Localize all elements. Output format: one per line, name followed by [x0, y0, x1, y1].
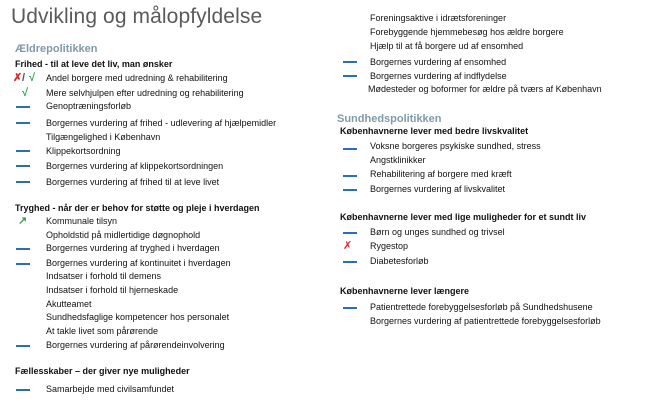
list-item: Rygestop — [370, 241, 409, 251]
x-icon: ✗ — [343, 240, 353, 252]
list-item: Indsatser i forhold til hjerneskade — [46, 285, 179, 295]
list-item: Patientrettede forebyggelsesforløb på Sundhedshusene — [370, 302, 593, 312]
group-heading-tryghed: Tryghed - når der er behov for støtte og pleje i hverdagen — [15, 203, 260, 213]
dash-icon — [16, 181, 30, 183]
check-icon: √ — [29, 72, 36, 84]
list-item: Hjælp til at få borgere ud af ensomhed — [370, 41, 524, 51]
list-item: Mødesteder og boformer for ældre på tværs af København — [368, 84, 602, 94]
list-item: Borgernes vurdering af klippekortsordningen — [46, 161, 224, 171]
dash-icon — [343, 261, 357, 263]
dash-icon — [16, 248, 30, 250]
list-item: At takle livet som pårørende — [46, 326, 159, 336]
list-item: Kommunale tilsyn — [46, 216, 118, 226]
dash-icon — [16, 150, 30, 152]
section-sundhedspolitikken: Sundhedspolitikken — [337, 113, 442, 125]
list-item: Børn og unges sundhed og trivsel — [370, 227, 505, 237]
list-item: Tilgængelighed i København — [46, 132, 161, 142]
list-item: Akutteamet — [46, 299, 92, 309]
list-item: Borgernes vurdering af tryghed i hverdagen — [46, 243, 220, 253]
list-item: Forebyggende hjemmebesøg hos ældre borgere — [370, 27, 564, 37]
list-item: Foreningsaktive i idrætsforeninger — [370, 13, 507, 23]
dash-icon — [16, 345, 30, 347]
list-item: Borgernes vurdering af ensomhed — [370, 57, 507, 67]
list-item: Borgernes vurdering af pårørendeinvolvering — [46, 340, 225, 350]
list-item: Mere selvhjulpen efter udredning og rehabilitering — [46, 88, 244, 98]
list-item: Borgernes vurdering af kontinuitet i hverdagen — [46, 258, 231, 268]
list-item: Borgernes vurdering af frihed - udlevering af hjælpemidler — [46, 118, 277, 128]
dash-icon — [16, 122, 30, 124]
list-item: Rehabilitering af borgere med kræft — [370, 169, 512, 179]
list-item: Indsatser i forhold til demens — [46, 271, 162, 281]
dash-icon — [343, 75, 357, 77]
list-item: Borgernes vurdering af patientrettede forebyggelsesforløb — [370, 316, 601, 326]
section-aeldrepolitikken: Ældrepolitikken — [15, 43, 98, 55]
dash-icon — [343, 175, 357, 177]
dash-icon — [16, 263, 30, 265]
list-item: Andel borgere med udredning & rehabilitering — [46, 73, 228, 83]
list-item: Opholdstid på midlertidige døgnophold — [46, 230, 201, 240]
dash-icon — [16, 389, 30, 391]
dash-icon — [16, 165, 30, 167]
list-item: Sundhedsfaglige kompetencer hos personalet — [46, 312, 230, 322]
list-item: Klippekortsordning — [46, 146, 121, 156]
list-item: Borgernes vurdering af livskvalitet — [370, 184, 506, 194]
group-heading-livskvalitet: Københavnerne lever med bedre livskvalitet — [340, 126, 529, 136]
list-item: Borgernes vurdering af frihed til at leve livet — [46, 177, 220, 187]
list-item: Genoptræningsforløb — [46, 101, 132, 111]
slash-icon: / — [22, 72, 26, 84]
list-item: Samarbejde med civilsamfundet — [46, 384, 175, 394]
list-item: Angstklinikker — [370, 155, 426, 165]
dash-icon — [343, 61, 357, 63]
dash-icon — [343, 148, 357, 150]
page-title: Udvikling og målopfyldelse — [11, 5, 263, 28]
group-heading-laengere: Københavnerne lever længere — [340, 286, 470, 296]
group-heading-lige-muligheder: Københavnerne lever med lige muligheder for et sundt liv — [340, 212, 587, 222]
check-icon: √ — [22, 87, 29, 99]
group-heading-frihed: Frihed - til at leve det liv, man ønsker — [15, 59, 173, 69]
list-item: Voksne borgeres psykiske sundhed, stress — [370, 141, 541, 151]
list-item: Diabetesforløb — [370, 256, 429, 266]
dash-icon — [16, 106, 30, 108]
list-item: Borgernes vurdering af indflydelse — [370, 71, 507, 81]
group-heading-faellesskaber: Fællesskaber – der giver nye muligheder — [15, 366, 190, 376]
dash-icon — [343, 189, 357, 191]
arrow-up-right-icon: ↗ — [18, 215, 28, 227]
dash-icon — [343, 307, 357, 309]
dash-icon — [343, 232, 357, 234]
x-icon: ✗ — [13, 72, 23, 84]
